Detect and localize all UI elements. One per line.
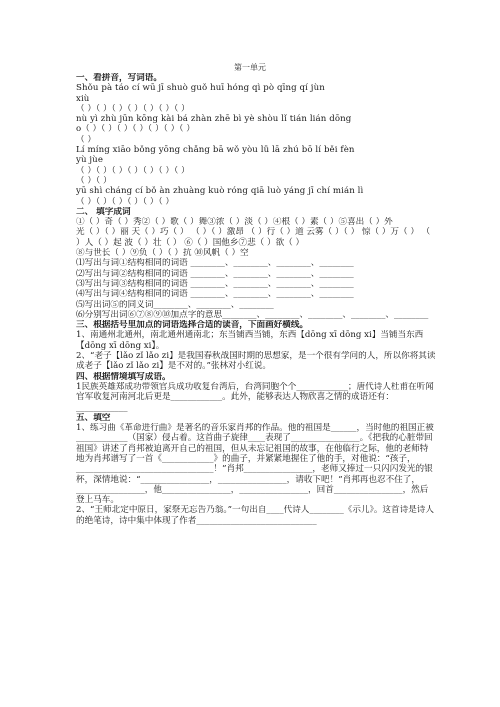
question-2-4: ⑷写出与词④结构相同的词语 ________、________、________、________: [76, 289, 354, 300]
answer-blanks-row-2: o（ ）（ ）（ ）（ ）（ ）（ ）（ ）: [76, 124, 195, 135]
section-5-heading: 五、填空: [76, 412, 111, 423]
answer-blanks-row-4: （ ）（ ）（ ）（ ）（ ）（ ）: [76, 196, 175, 207]
question-2-2: ⑵写出与词②结构相同的词语 ________、________、________、________: [76, 268, 354, 279]
section-3-heading: 三、根据括号里加点的词语选择合适的读音，下面画好横线。: [76, 320, 309, 331]
answer-blanks-row-1: （ ）（ ）（ ）（ ）（ ）（ ）（ ）: [76, 103, 190, 114]
question-2-1: ⑴写出与词①结构相同的词语 ________、________、________、________: [76, 258, 354, 269]
fill-words-row-3: ⑧与世长（ ）⑨负（ ）（ ）抗 ⑩风帆（ ）空: [76, 248, 249, 259]
fill-words-row-2: 光（ ）（ ）丽 天（ ）巧（ ） （ ）（ ）激昂 （ ）行（ ）道 云雾（ ）（ ） 惊（ ）万（ ） （ ）人（ ）起 波（ ）壮（ ） ⑥（ ）国他乡⑦悲（ ）欲（ ）: [76, 227, 431, 248]
question-5-1: 1、练习曲《革命进行曲》是著名的音乐家肖邦的作品。他的祖国是______，当时他的祖国正被____________（国家）侵占着。这首曲子旋律____表现了________________。《把我的心脏带回祖国》讲述了肖邦被迫离开自己的祖国，但从未忘记祖国的故事，在他临行之际，他的老师特地为肖邦谱写了一首《____________》的曲子，并紧紧地握住了他的手，对他说：“孩子，________________________________！”肖邦________________，老师又捧过一只闪闪发光的银杯，深情地说：“________________，________________，请收下吧！”肖邦再也忍不住了，________________，他________________，________________，回首________________，然后登上马车。: [76, 423, 434, 506]
fill-words-row-1: ①（ ）奇（ ）秀②（ ）歌（ ）舞③浓（ ）淡（ ）④根（ ）素（ ）⑤喜出（ ）外: [76, 217, 393, 228]
pinyin-row-4: yū shì cháng cí bǒ àn zhuàng kuò róng qiā luò yáng jī chí mián lì: [76, 186, 364, 197]
section-2-heading: 二、 填字成词: [76, 206, 131, 217]
pinyin-row-1: Shǒu pà táo cí wū jī shuò guǒ huī hóng qì pò qīng qí jùn: [76, 83, 325, 94]
pinyin-row-1-cont: xiù: [76, 93, 90, 104]
pinyin-row-3-cont: yù jùe: [76, 155, 104, 166]
section-1-heading: 一、看拼音，写词语。: [76, 73, 162, 83]
question-2-3: ⑶写出与词③结构相同的词语 ________、________、________、________: [76, 278, 354, 289]
question-2-5: ⑸写出词⑤的同义词________、________、________: [76, 299, 274, 310]
pinyin-row-2: nù yì zhù jūn kōng kài bá zhàn zhē bì yè shòu lǐ tián lián dōng: [76, 114, 352, 125]
question-3-1: 1、南通州北通州，南北通州通南北；东当铺西当铺，东西【dōng xī dōng xi】当铺当东西【dōng xī dōng xi】。: [76, 330, 424, 351]
pinyin-row-3: Lí míng xiāo bǒng yōng chǎng bā wǒ yòu lǚ lā zhú bō lí běi fèn: [76, 145, 355, 156]
question-3-2: 2、“老子【lǎo zǐ lǎo zi】是我国春秋战国时期的思想家，是一个很有学问的人，所以你将其读成老子【lǎo zǐ lǎo zi】是不对的。”张林对小红说。: [76, 351, 436, 372]
question-4-1: 1民族英雄郑成功带领官兵成功收复台湾后，台湾同胞个个____________；唐代诗人杜甫在听闻官军收复河南河北后更是____________。此外，能够表达人物欣喜之情的成语还有：____________: [76, 381, 434, 413]
question-5-2: 2、“王师北定中原日，家祭无忘告乃翁。”一句出自____代诗人________《示儿》。这首诗是诗人的绝笔诗，诗中集中体现了作者____________________________: [76, 505, 434, 526]
worksheet-content: [76, 73, 436, 526]
answer-blanks-row-2-cont: （ ）: [76, 134, 96, 145]
unit-title: 第一单元: [234, 63, 266, 72]
question-2-6: ⑹分别写出词⑥⑦⑧⑨⑩加点字的意思________、________、________、________、________: [76, 309, 429, 320]
section-4-heading: 四、根据情境填写成语。: [76, 371, 171, 382]
answer-blanks-row-3-cont: （ ）（ ）: [76, 175, 112, 186]
answer-blanks-row-3: （ ）（ ）（ ）（ ）（ ）（ ）（ ）: [76, 165, 190, 176]
